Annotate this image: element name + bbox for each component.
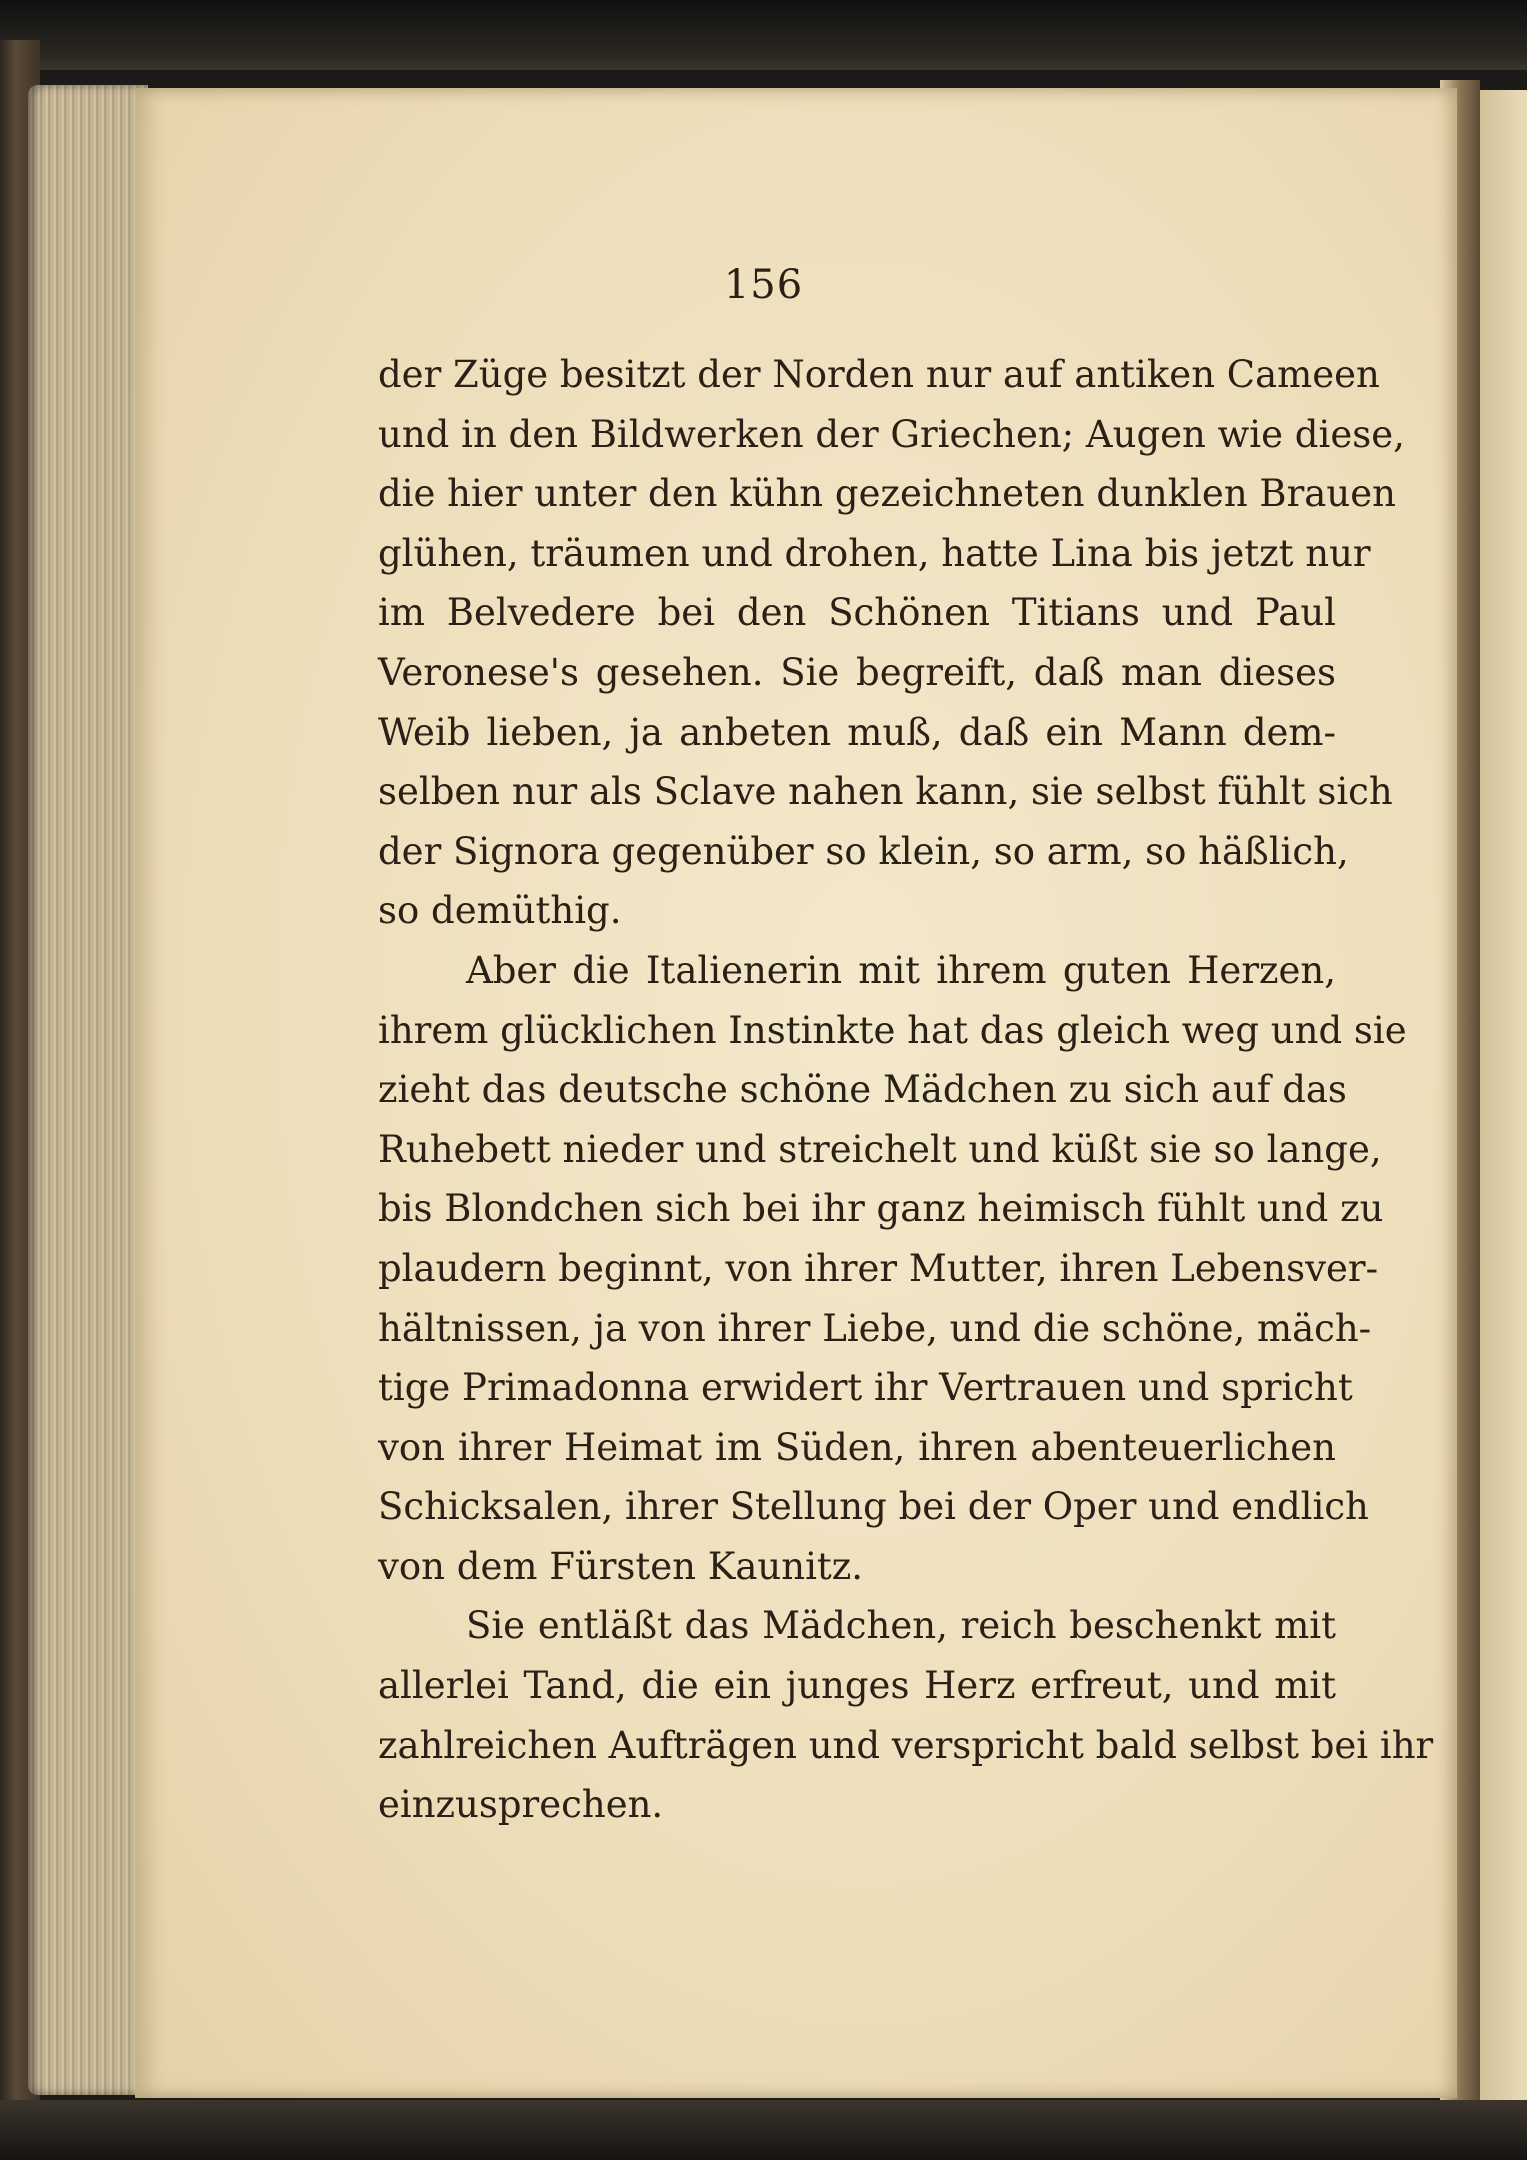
text-line: Aber die Italienerin mit ihrem guten Herzen, xyxy=(466,948,1336,992)
text-line: von ihrer Heimat im Süden, ihren abenteuerlichen xyxy=(378,1425,1336,1469)
text-line: der Signora gegenüber so klein, so arm, so häßlich, xyxy=(378,829,1349,873)
text-line: der Züge besitzt der Norden nur auf antiken Cameen xyxy=(378,353,1380,396)
text-line: hältnissen, ja von ihrer Liebe, und die schöne, mäch- xyxy=(378,1306,1372,1350)
text-line: zieht das deutsche schöne Mädchen zu sich auf das xyxy=(378,1068,1347,1112)
text-line: Sie entläßt das Mädchen, reich beschenkt mit xyxy=(466,1604,1336,1648)
text-line: allerlei Tand, die ein junges Herz erfreut, und mit xyxy=(378,1664,1336,1708)
text-line: tige Primadonna erwidert ihr Vertrauen und spricht xyxy=(378,1366,1353,1410)
text-line: ihrem glücklichen Instinkte hat das gleich weg und sie xyxy=(378,1008,1407,1052)
text-line: Ruhebett nieder und streichelt und küßt sie so lange, xyxy=(378,1127,1382,1171)
page-text xyxy=(378,345,1434,1835)
text-line: von dem Fürsten Kaunitz. xyxy=(378,1544,864,1588)
text-line: glühen, träumen und drohen, hatte Lina bis jetzt nur xyxy=(378,531,1371,575)
text-line: Schicksalen, ihrer Stellung bei der Oper und endlich xyxy=(378,1485,1369,1529)
text-line: selben nur als Sclave nahen kann, sie selbst fühlt sich xyxy=(378,770,1393,814)
page-edges xyxy=(28,85,148,2095)
book-cover-bottom xyxy=(0,2100,1527,2160)
text-line: so demüthig. xyxy=(378,889,622,933)
page-number: 156 xyxy=(723,262,804,308)
book-cover-top xyxy=(0,0,1527,70)
text-line: plaudern beginnt, von ihrer Mutter, ihren Lebensver- xyxy=(378,1246,1379,1290)
text-line: zahlreichen Aufträgen und verspricht bald selbst bei ihr xyxy=(378,1723,1434,1767)
text-line: Weib lieben, ja anbeten muß, daß ein Mann dem- xyxy=(378,710,1336,754)
text-line: einzusprechen. xyxy=(378,1783,664,1827)
text-line: und in den Bildwerken der Griechen; Augen wie diese, xyxy=(378,412,1405,456)
text-line: die hier unter den kühn gezeichneten dunklen Brauen xyxy=(378,472,1396,516)
text-line: bis Blondchen sich bei ihr ganz heimisch fühlt und zu xyxy=(378,1187,1384,1231)
text-line: Veronese's gesehen. Sie begreift, daß man dieses xyxy=(378,650,1336,694)
text-line: im Belvedere bei den Schönen Titians und Paul xyxy=(378,591,1336,635)
